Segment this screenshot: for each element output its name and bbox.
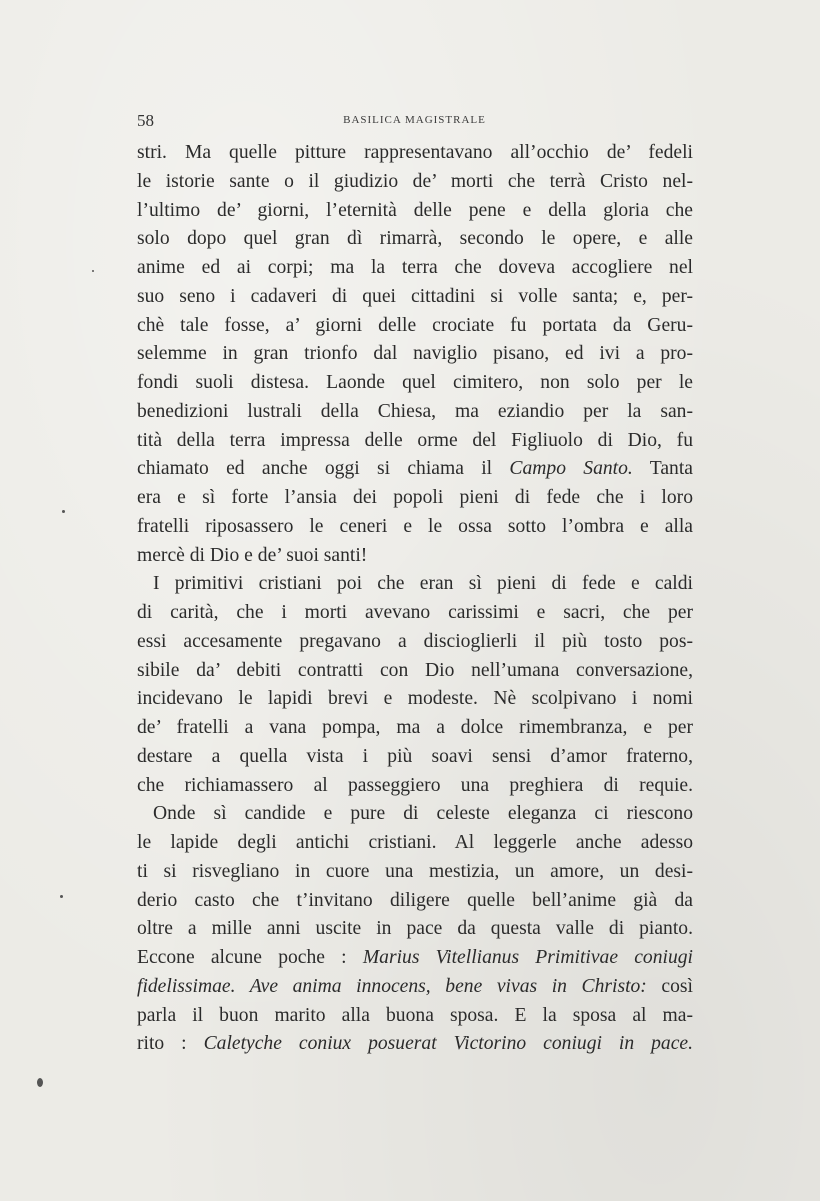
- ink-speck: [92, 270, 94, 272]
- body-text: [137, 139, 693, 1059]
- text-line: ti si risvegliano in cuore una mestizia, un amore, un desi-: [137, 860, 693, 882]
- text-line: stri. Ma quelle pitture rappresentavano all’occhio de’ fedeli: [137, 142, 693, 163]
- text-line: fratelli riposassero le ceneri e le ossa sotto l’ombra e alla: [137, 515, 693, 537]
- text-line: Onde sì candide e pure di celeste eleganza ci riescono: [153, 803, 693, 825]
- text-line: fidelissimae. Ave anima innocens, bene vivas in Christo: così: [137, 975, 693, 997]
- text-line: derio casto che t’invitano diligere quelle bell’anime già da: [137, 889, 693, 911]
- ink-speck: [37, 1078, 43, 1087]
- text-line: essi accesamente pregavano a discioglierli il più tosto pos-: [137, 630, 693, 652]
- text-line: anime ed ai corpi; ma la terra che doveva accogliere nel: [137, 257, 693, 278]
- text-line: suo seno i cadaveri di quei cittadini si volle santa; e, per-: [137, 285, 693, 307]
- text-line: benedizioni lustrali della Chiesa, ma eziandio per la san-: [137, 400, 693, 422]
- running-head: [137, 111, 692, 133]
- text-line: era e sì forte l’ansia dei popoli pieni di fede che i loro: [137, 487, 693, 508]
- text-line: incidevano le lapidi brevi e modeste. Nè scolpivano i nomi: [137, 688, 693, 710]
- text-line: chiamato ed anche oggi si chiama il Campo Santo. Tanta: [137, 458, 693, 480]
- text-line: tità della terra impressa delle orme del Figliuolo di Dio, fu: [137, 429, 693, 451]
- text-line: solo dopo quel gran dì rimarrà, secondo le opere, e alle: [137, 228, 693, 250]
- text-line: mercè di Dio e de’ suoi santi!: [137, 544, 368, 566]
- text-line: sibile da’ debiti contratti con Dio nell’umana conversazione,: [137, 659, 693, 681]
- text-line: che richiamassero al passeggiero una preghiera di requie.: [137, 774, 693, 796]
- text-line: oltre a mille anni uscite in pace da questa valle di pianto.: [137, 918, 693, 940]
- page-number: 58: [137, 111, 154, 130]
- text-line: parla il buon marito alla buona sposa. E la sposa al ma-: [137, 1004, 693, 1026]
- inscription-quote: Caletyche coniux posuerat Victorino coniugi in pace.: [203, 1033, 693, 1055]
- ink-speck: [60, 895, 63, 898]
- text-line: Eccone alcune poche : Marius Vitellianus Primitivae coniugi: [137, 947, 693, 968]
- inscription-quote: Marius Vitellianus Primitivae coniugi: [362, 947, 693, 968]
- text-line: selemme in gran trionfo dal naviglio pisano, ed ivi a pro-: [137, 343, 693, 365]
- text-line: destare a quella vista i più soavi sensi d’amor fraterno,: [137, 745, 693, 767]
- italic-term: Campo Santo.: [509, 458, 633, 480]
- text-line: de’ fratelli a vana pompa, ma a dolce rimembranza, e per: [137, 717, 693, 738]
- running-title: BASILICA MAGISTRALE: [343, 114, 486, 126]
- ink-speck: [62, 510, 65, 513]
- text-line: l’ultimo de’ giorni, l’eternità delle pene e della gloria che: [137, 199, 693, 221]
- text-line: le lapide degli antichi cristiani. Al leggerle anche adesso: [137, 832, 693, 853]
- text-line: di carità, che i morti avevano carissimi e sacri, che per: [137, 602, 693, 623]
- text-line: chè tale fosse, a’ giorni delle crociate fu portata da Geru-: [137, 314, 693, 336]
- text-line: rito : Caletyche coniux posuerat Victorino coniugi in pace.: [137, 1033, 693, 1055]
- inscription-quote: fidelissimae. Ave anima innocens, bene vivas in Christo:: [137, 975, 647, 997]
- text-line: le istorie sante o il giudizio de’ morti che terrà Cristo nel-: [137, 170, 693, 192]
- text-line: fondi suoli distesa. Laonde quel cimitero, non solo per le: [137, 372, 693, 393]
- text-line: I primitivi cristiani poi che eran sì pieni di fede e caldi: [153, 573, 693, 595]
